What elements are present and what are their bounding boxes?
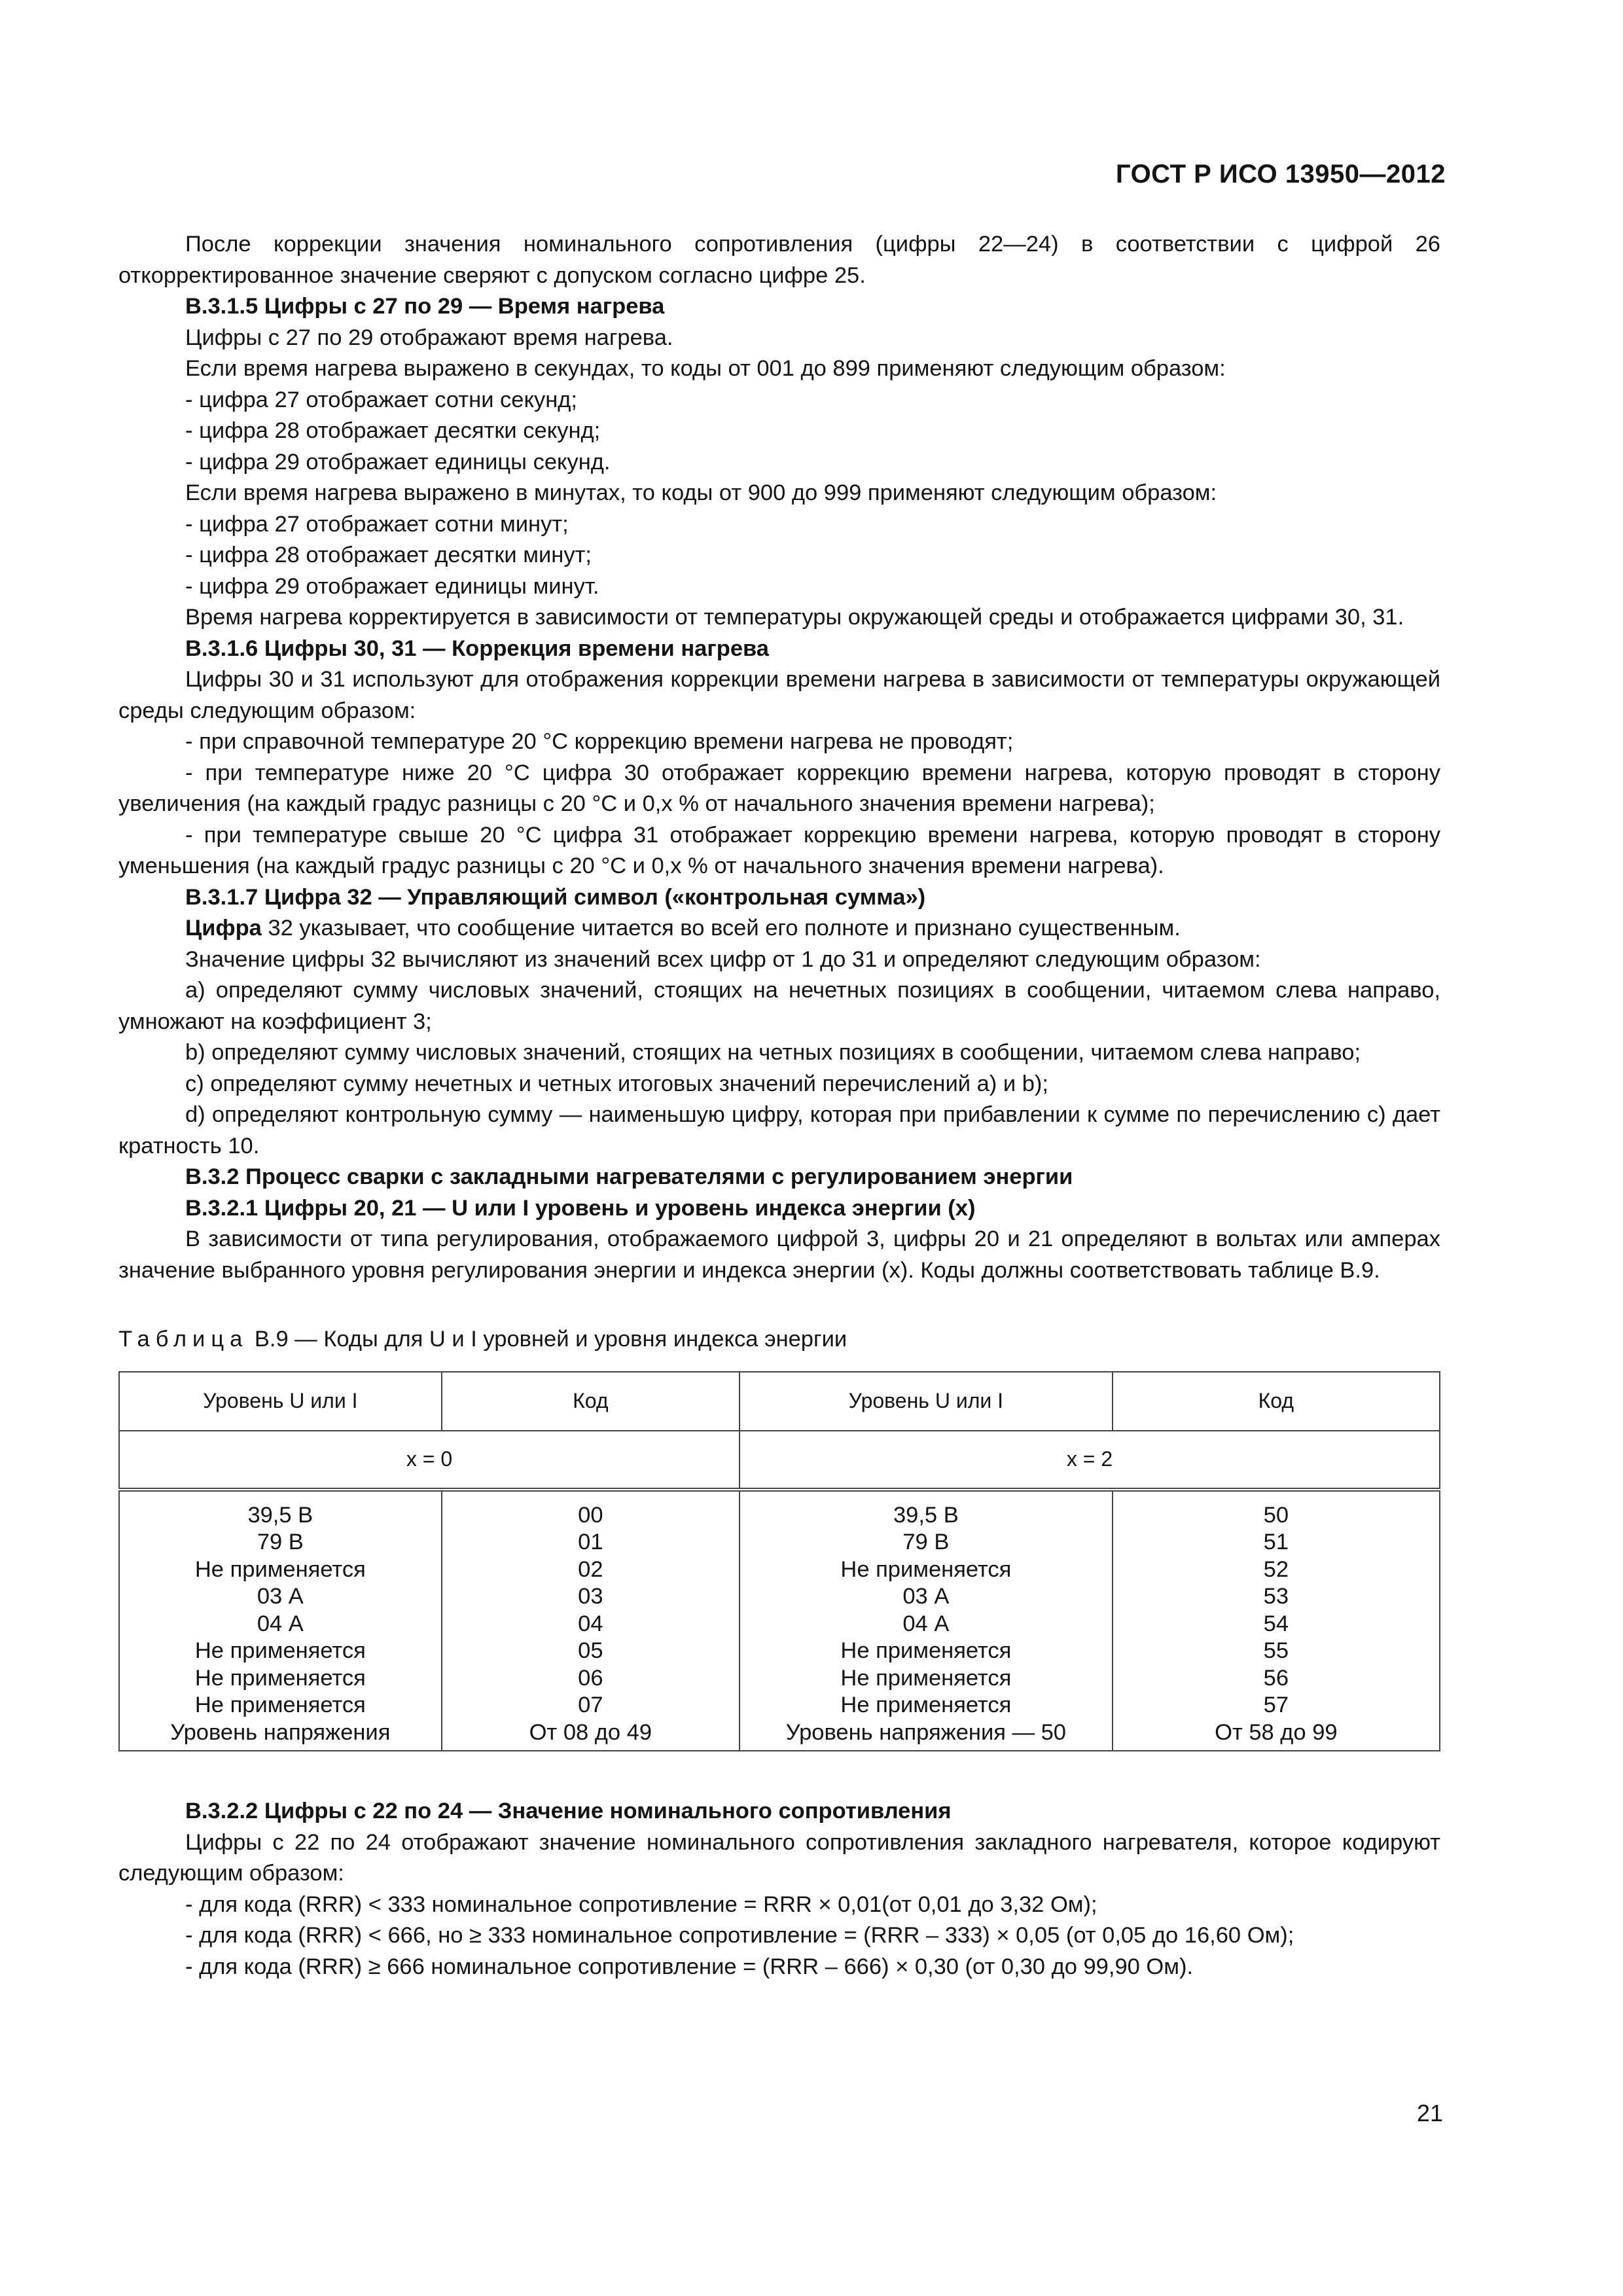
table-cell: 04 А [257,1611,304,1636]
paragraph: В зависимости от типа регулирования, отображаемого цифрой 3, цифры 20 и 21 определяют в вольтах или амперах значение выбранного уровня регулирования энергии и индекса энергии (х). Коды должны соответствовать таблице В.9. [118,1227,1440,1283]
codes-left-cell [442,1490,740,1751]
section-heading: В.3.1.7 Цифра 32 — Управляющий символ («контрольная сумма») [185,884,926,910]
table-cell: Уровень напряжения [170,1719,391,1745]
section-heading: В.3.2.1 Цифры 20, 21 — U или I уровень и уровень индекса энергии (х) [185,1195,976,1221]
codes-table [118,1371,1440,1752]
section-heading: В.3.2.2 Цифры с 22 по 24 — Значение номинального сопротивления [185,1799,952,1823]
table-cell: 04 А [902,1611,950,1636]
bold-word: Цифра [185,916,262,941]
table-caption [118,1324,1440,1355]
group-header: х = 2 [740,1431,1440,1490]
list-item: - при температуре ниже 20 °С цифра 30 отображает коррекцию времени нагрева, которую проводят в сторону увеличения (на каждый градус разницы с 20 °С и 0,х % от начального значения времени нагрева); [118,760,1440,816]
table-header-row [119,1372,1440,1431]
column-header: Уровень U или I [740,1372,1113,1431]
paragraph: Значение цифры 32 вычисляют из значений всех цифр от 1 до 31 и определяют следующим образом: [185,946,1261,972]
table-cell: 03 А [257,1584,304,1609]
list-item: - цифра 29 отображает единицы секунд. [185,449,611,475]
table-cell: 05 [578,1638,603,1663]
table-cell: Не применяется [194,1556,366,1582]
section-heading: В.3.1.5 Цифры с 27 по 29 — Время нагрева [185,294,665,319]
table-cell: 51 [1263,1530,1289,1554]
list-item: - цифра 28 отображает десятки секунд; [185,418,601,443]
table-cell: Не применяется [194,1665,366,1691]
table-cell: 56 [1263,1665,1289,1691]
list-item: a) определяют сумму числовых значений, стоящих на нечетных позициях в сообщении, читаемом слева направо, умножают на коэффициент 3; [118,978,1440,1034]
table-cell: 53 [1263,1584,1289,1609]
table-cell: 52 [1263,1556,1289,1582]
table-cell: 79 В [902,1530,950,1554]
paragraph: Если время нагрева выражено в минутах, то коды от 900 до 999 применяют следующим образом: [185,480,1217,505]
list-item: - цифра 27 отображает сотни секунд; [185,387,577,412]
list-item: d) определяют контрольную сумму — наименьшую цифру, которая при прибавлении к сумме по перечислению c) дает кратность 10. [118,1102,1440,1158]
list-item: - при справочной температуре 20 °С коррекцию времени нагрева не проводят; [185,729,1014,754]
codes-right-cell [1113,1490,1440,1751]
table-cell: От 08 до 49 [529,1719,652,1745]
section-heading: В.3.1.6 Цифры 30, 31 — Коррекция времени нагрева [185,636,769,661]
table-cell: Не применяется [840,1693,1012,1717]
list-item: - для кода (RRR) < 333 номинальное сопротивление = RRR × 0,01(от 0,01 до 3,32 Ом); [185,1892,1097,1917]
paragraph: Цифры 30 и 31 используют для отображения коррекции времени нагрева в зависимости от температуры окружающей среды следующим образом: [118,667,1440,723]
list-item: - цифра 29 отображает единицы минут. [185,573,599,599]
levels-right-cell [740,1490,1113,1751]
table-cell: 02 [578,1556,603,1582]
paragraph: Цифры с 27 по 29 отображают время нагрева. [185,325,673,350]
table-cell: 39,5 В [247,1502,313,1528]
table-cell: От 58 до 99 [1215,1719,1338,1745]
column-header: Код [442,1372,740,1431]
table-cell: 01 [578,1530,603,1554]
column-header: Уровень U или I [119,1372,442,1431]
list-item: b) определяют сумму числовых значений, стоящих на четных позициях в сообщении, читаемом слева направо; [185,1040,1361,1065]
list-item: - цифра 28 отображает десятки минут; [185,543,592,567]
list-item: - для кода (RRR) ≥ 666 номинальное сопротивление = (RRR – 666) × 0,30 (от 0,30 до 99,90 Ом). [185,1954,1194,1979]
table-cell: 54 [1263,1611,1289,1636]
levels-left-cell [119,1490,442,1751]
standard-header: ГОСТ Р ИСО 13950—2012 [1115,160,1446,188]
list-item: c) определяют сумму нечетных и четных итоговых значений перечислений a) и b); [185,1071,1048,1096]
table-cell: Не применяется [840,1638,1012,1663]
group-header: х = 0 [119,1431,740,1490]
table-cell: Уровень напряжения — 50 [785,1719,1066,1745]
table-cell: 00 [578,1502,603,1528]
paragraph: Время нагрева корректируется в зависимости от температуры окружающей среды и отображается цифрами 30, 31. [185,605,1404,630]
table-cell: Не применяется [840,1556,1012,1582]
page-number: 21 [1416,2100,1443,2126]
table-cell: 79 В [257,1530,304,1554]
table-cell: 07 [578,1693,603,1717]
table-group-row [119,1431,1440,1490]
paragraph: Если время нагрева выражено в секундах, то коды от 001 до 899 применяют следующим образом: [185,356,1226,381]
table-caption-prefix: Таблица [118,1327,249,1352]
table-cell: Не применяется [194,1693,366,1717]
paragraph: После коррекции значения номинального сопротивления (цифры 22—24) в соответствии с цифрой 26 откорректированное значение сверяют с допуском согласно цифре 25. [118,232,1440,288]
column-header: Код [1113,1372,1440,1431]
table-cell: 06 [578,1665,603,1691]
table-cell: 03 А [902,1584,950,1609]
list-item: - цифра 27 отображает сотни минут; [185,511,569,537]
table-cell: 55 [1263,1638,1289,1663]
paragraph [118,913,1440,944]
list-item: - для кода (RRR) < 666, но ≥ 333 номинальное сопротивление = (RRR – 333) × 0,05 (от 0,05 до 16,60 Ом); [185,1923,1294,1948]
table-cell: Не применяется [194,1638,366,1663]
table-row [119,1490,1440,1751]
section-heading: В.3.2 Процесс сварки с закладными нагревателями с регулированием энергии [185,1164,1073,1189]
page-content [118,229,1440,1982]
table-cell: 04 [578,1611,603,1636]
table-caption-text: В.9 — Коды для U и I уровней и уровня индекса энергии [248,1327,847,1352]
table-cell: 03 [578,1584,603,1609]
paragraph-text: 32 указывает, что сообщение читается во всей его полноте и признано существенным. [261,916,1181,941]
table-cell: 39,5 В [893,1502,959,1528]
paragraph: Цифры с 22 по 24 отображают значение номинального сопротивления закладного нагревателя, которое кодируют следующим образом: [118,1829,1440,1886]
table-cell: 50 [1263,1502,1289,1528]
table-cell: Не применяется [840,1665,1012,1691]
table-cell: 57 [1263,1693,1289,1717]
list-item: - при температуре свыше 20 °С цифра 31 отображает коррекцию времени нагрева, которую проводят в сторону уменьшения (на каждый градус разницы с 20 °С и 0,х % от начального значения времени нагрева). [118,822,1440,878]
